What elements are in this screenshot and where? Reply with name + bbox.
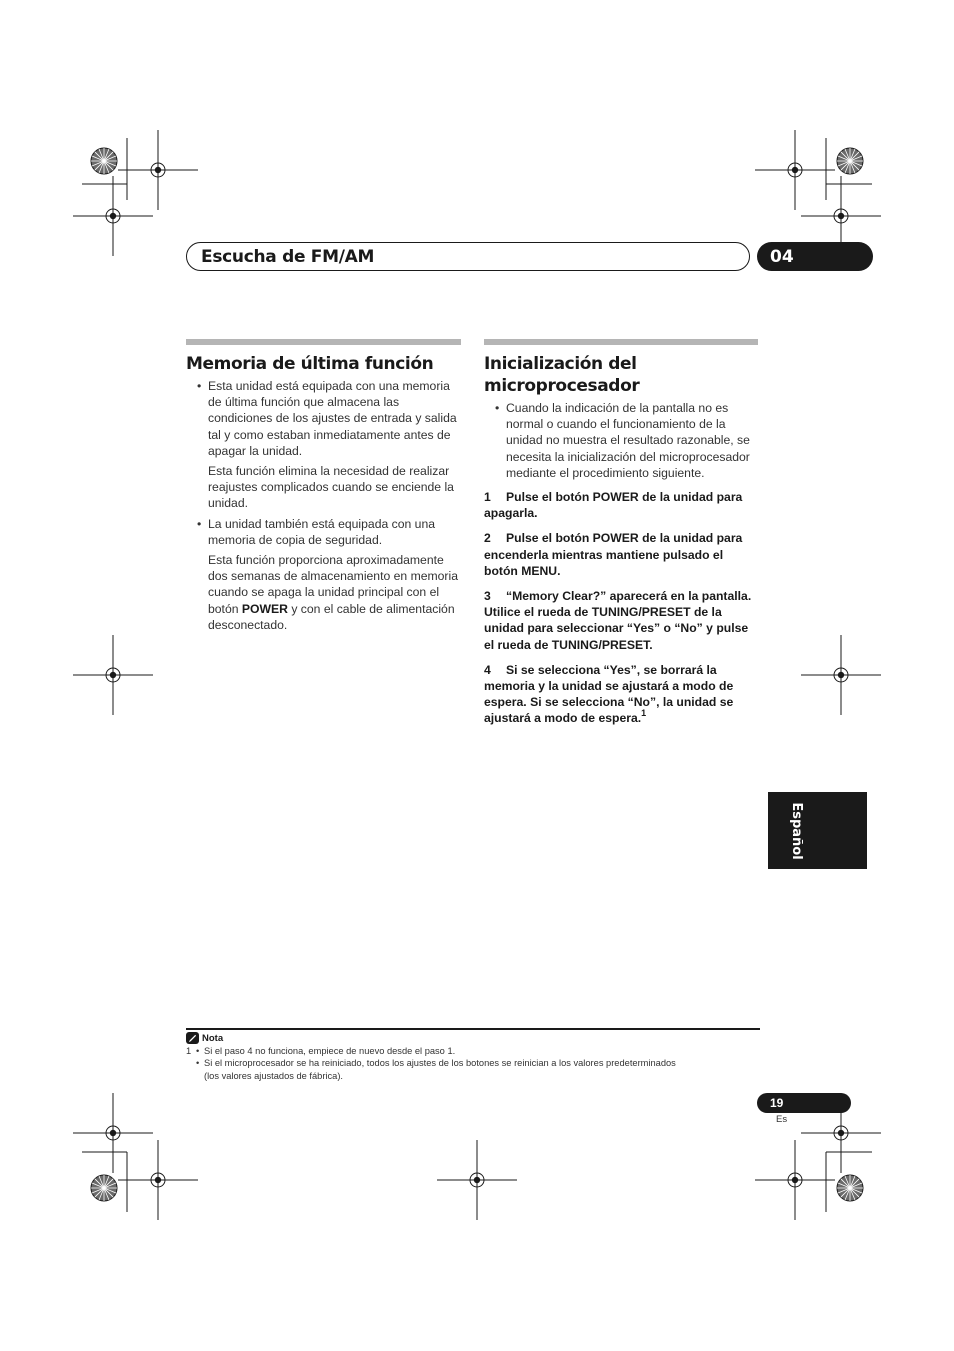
chapter-number: 04 xyxy=(770,246,794,267)
list-item xyxy=(484,400,758,481)
chapter-title: Escucha de FM/AM xyxy=(201,246,375,267)
note-header xyxy=(186,1032,223,1044)
step-text: Pulse el botón POWER de la unidad para encenderla mientras mantiene pulsado el botón MENU. xyxy=(484,531,743,578)
step-item xyxy=(484,588,758,653)
bullet-subtext: Esta función elimina la necesidad de realizar reajustes complicados cuando se enciende la unidad. xyxy=(208,464,454,511)
section-rule xyxy=(186,339,461,345)
footnote-text: Si el microprocesador se ha reiniciado, todos los ajustes de los botones se reinician a los valores predeterminados xyxy=(204,1058,676,1069)
section-microprocessor-reset xyxy=(484,339,758,736)
footnote-number xyxy=(186,1057,196,1069)
page-language-code: Es xyxy=(776,1114,788,1125)
step-text: Si se selecciona “Yes”, se borrará la memoria y la unidad se ajustará a modo de espera. Si se selecciona “No”, la unidad se ajustará a modo de espera. xyxy=(484,662,734,726)
bullet-list xyxy=(186,378,461,633)
step-text: Pulse el botón POWER de la unidad para apagarla. xyxy=(484,490,743,521)
section-heading: Inicialización del microprocesador xyxy=(484,354,640,396)
page-number-badge xyxy=(757,1093,851,1113)
step-item xyxy=(484,530,758,579)
bullet-dot: • xyxy=(197,516,202,531)
footnote-bullet: • xyxy=(196,1046,200,1056)
list-item xyxy=(186,516,461,633)
step-number: 1 xyxy=(484,490,491,505)
footnote-continuation: (los valores ajustados de fábrica). xyxy=(204,1070,344,1081)
footnote-item xyxy=(186,1057,746,1069)
footnote-number: 1 xyxy=(186,1046,192,1056)
bullet-dot: • xyxy=(197,379,202,393)
bullet-list xyxy=(484,400,758,481)
step-item xyxy=(484,489,758,521)
language-label: Español xyxy=(789,802,804,860)
footnote-bullet: • xyxy=(196,1058,200,1069)
step-item xyxy=(484,662,758,727)
subtext-part: Esta función proporciona aproximadamente dos semanas de almacenamiento en memoria cuando se apaga la unidad principal con el botón xyxy=(208,553,458,616)
language-tab xyxy=(768,792,867,869)
section-last-function-memory xyxy=(186,339,461,633)
footnotes xyxy=(186,1045,746,1082)
step-number: 3 xyxy=(484,589,491,604)
footnote-rule xyxy=(186,1028,760,1030)
bullet-subtext xyxy=(208,552,461,633)
page-number: 19 xyxy=(770,1096,784,1110)
list-item xyxy=(186,378,461,512)
step-number: 2 xyxy=(484,531,491,546)
section-rule xyxy=(484,339,758,345)
section-heading: Memoria de última función xyxy=(186,354,434,374)
bullet-text: La unidad también está equipada con una memoria de copia de seguridad. xyxy=(208,516,436,547)
bullet-text: Esta unidad está equipada con una memoria de última función que almacena las condiciones de los ajustes de entrada y salida tal y como estaban inmediatamente antes de apagar la unidad. xyxy=(208,379,457,458)
footnote-text: Si el paso 4 no funciona, empiece de nuevo desde el paso 1. xyxy=(204,1046,456,1056)
note-icon xyxy=(186,1032,199,1044)
subtext-part: y con el cable de alimentación desconectado. xyxy=(208,601,455,632)
bullet-dot: • xyxy=(495,401,500,415)
step-text: “Memory Clear?” aparecerá en la pantalla. Utilice el rueda de TUNING/PRESET de la unidad para seleccionar “Yes” o “No” y pulse el rueda de TUNING/PRESET. xyxy=(484,589,752,652)
chapter-number-badge xyxy=(757,242,873,271)
footnote-reference: 1 xyxy=(641,708,647,719)
note-label: Nota xyxy=(202,1032,224,1044)
power-keyword: POWER xyxy=(241,601,288,616)
step-list xyxy=(484,489,758,727)
footnote-item xyxy=(186,1045,746,1057)
chapter-header xyxy=(186,242,750,271)
bullet-text: Cuando la indicación de la pantalla no es normal o cuando el funcionamiento de la unidad no muestra el resultado razonable, se necesita la inicialización del microprocesador mediante el procedimiento siguiente. xyxy=(506,401,750,480)
step-number: 4 xyxy=(484,662,491,677)
